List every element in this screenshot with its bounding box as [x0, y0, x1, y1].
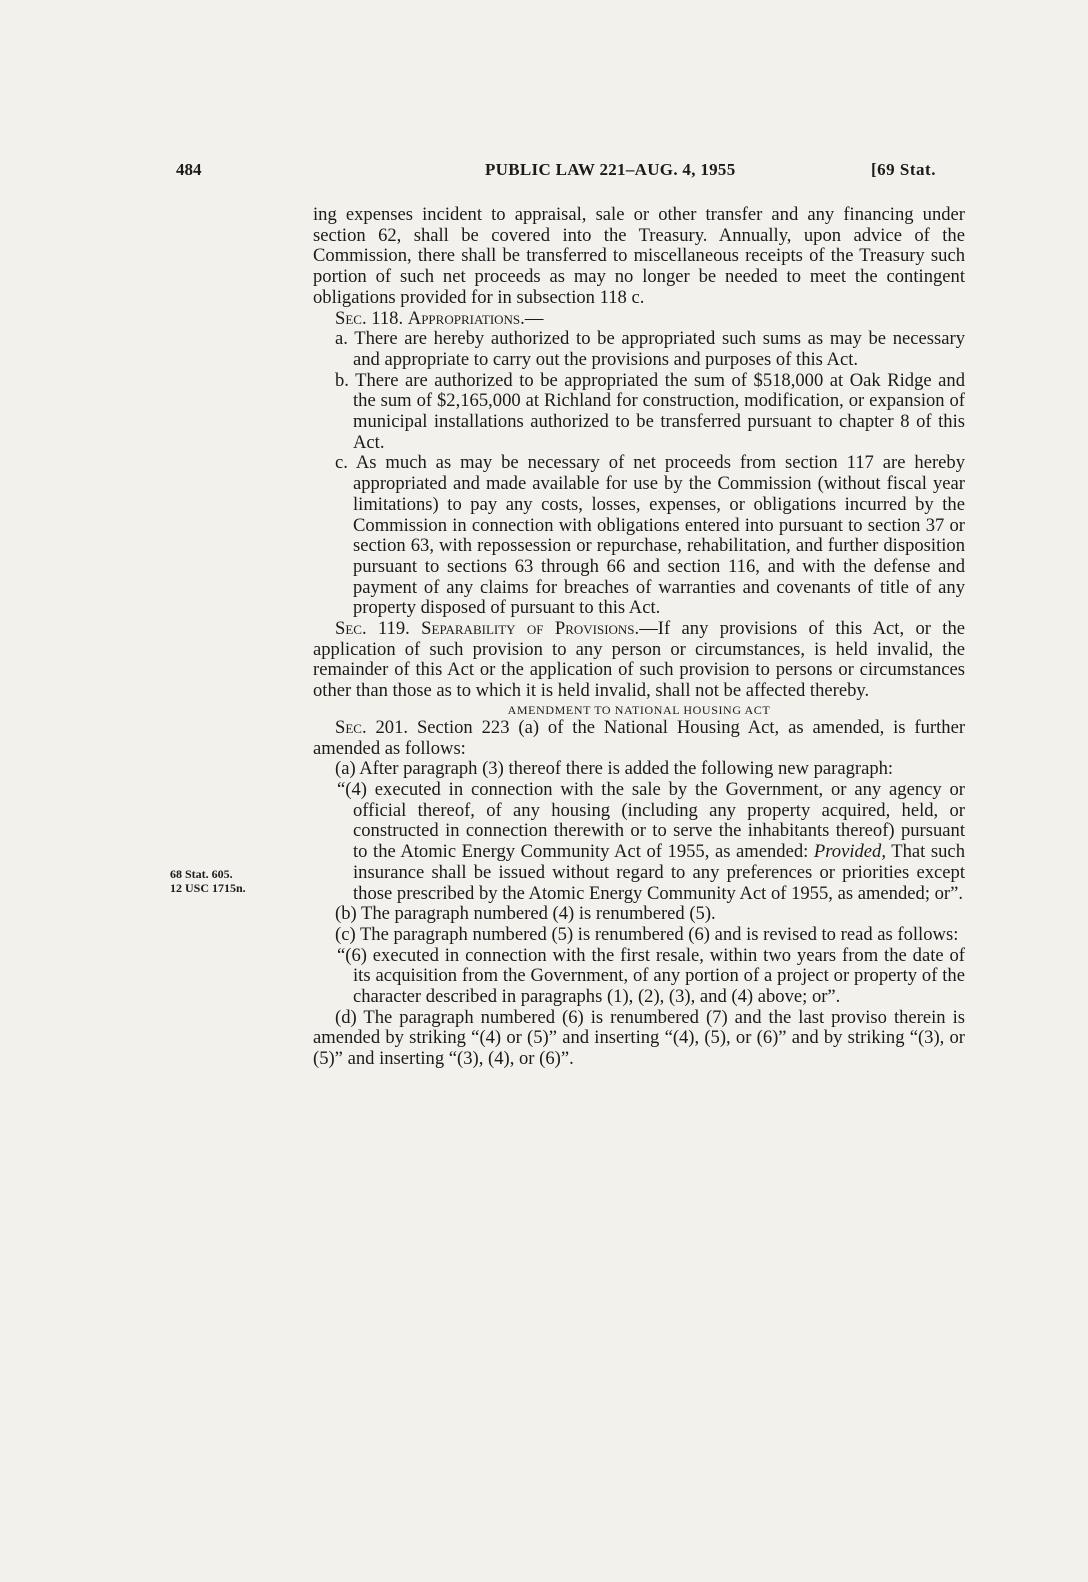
clause-c: (c) The paragraph numbered (5) is renumbered (6) and is revised to read as follows:: [335, 923, 959, 945]
header-title: PUBLIC LAW 221–AUG. 4, 1955: [485, 160, 736, 179]
section-heading: Appropriations.—: [407, 307, 544, 329]
section-119: [313, 619, 965, 702]
section-201: [313, 718, 965, 759]
running-header: [0, 160, 1088, 186]
main-text: [313, 205, 965, 1070]
quote-text: That such insurance shall be issued without regard to any preferences or priorities except those prescribed by the Atomic Energy Community Act of 1955, as amended; or”.: [353, 841, 965, 904]
section-label: Sec. 118.: [335, 307, 404, 329]
quote-text: “(4) executed in connection with the sale by the Government, or any agency or official thereof, of any housing (including any property acquired, held, or constructed in connection therewith or to serve the inhabitants thereof) pursuant to the Atomic Energy Community Act of 1955, as amended:: [337, 778, 965, 863]
amendment-heading: AMENDMENT TO NATIONAL HOUSING ACT: [507, 702, 771, 717]
section-119-text: If any provisions of this Act, or the application of such provision to any person or circumstances, is held invalid, the remainder of this Act or the application of such provision to persons or circumstances other than those as to which it is held invalid, shall not be affected thereby.: [313, 618, 965, 702]
paragraph-continuation: ing expenses incident to appraisal, sale or other transfer and any financing under section 62, shall be covered into the Treasury. Annually, upon advice of the Commission, there shall be transferred to miscellaneous receipts of the Treasury such portion of such net proceeds as may no longer be needed to meet the contingent obligations provided for in subsection 118 c.: [313, 204, 965, 308]
quoted-paragraph-6: “(6) executed in connection with the first resale, within two years from the date of its acquisition from the Government, of any portion of a project or property of the character described in paragraphs (1), (2), (3), and (4) above; or”.: [337, 944, 965, 1008]
margin-note-citation: [170, 867, 290, 895]
section-118-heading: [313, 309, 965, 330]
section-201-text: Section 223 (a) of the National Housing Act, as amended, is further amended as follows:: [313, 716, 966, 759]
clause-a: (a) After paragraph (3) thereof there is added the following new paragraph:: [335, 758, 894, 780]
header-stat-citation: [69 Stat.: [871, 160, 936, 179]
page-number: 484: [176, 160, 202, 179]
quoted-paragraph-4: [313, 780, 965, 904]
clause-b: (b) The paragraph numbered (4) is renumbered (5).: [335, 903, 716, 925]
section-heading: Separability of Provisions.—: [421, 618, 658, 640]
section-label: Sec. 201.: [335, 716, 409, 738]
section-label: Sec. 119.: [335, 618, 410, 640]
subsection-118-a: a. There are hereby authorized to be appropriated such sums as may be necessary and appropriate to carry out the provisions and purposes of this Act.: [335, 328, 965, 370]
clause-d: (d) The paragraph numbered (6) is renumbered (7) and the last proviso therein is amended by striking “(4) or (5)” and inserting “(4), (5), or (6)” and by striking “(3), or (5)” and inserting “(3), (4), or (6)”.: [313, 1006, 965, 1070]
margin-note-line: 12 USC 1715n.: [170, 881, 246, 895]
subsection-118-c: c. As much as may be necessary of net proceeds from section 117 are hereby appropriated and made available for use by the Commission (without fiscal year limitations) to pay any costs, losses, expenses, or obligations incurred by the Commission in connection with obligations entered into pursuant to section 37 or section 63, with repossession or repurchase, rehabilitation, and further disposition pursuant to sections 63 through 66 and section 116, and with the defense and payment of any claims for breaches of warranties and covenants of title of any property disposed of pursuant to this Act.: [335, 452, 965, 619]
subsection-118-b: b. There are authorized to be appropriated the sum of $518,000 at Oak Ridge and the sum of $2,165,000 at Richland for construction, modification, or expansion of municipal installations authorized to be transferred pursuant to chapter 8 of this Act.: [335, 369, 965, 453]
margin-note-line: 68 Stat. 605.: [170, 867, 233, 881]
quote-italic: Provided,: [813, 841, 886, 863]
